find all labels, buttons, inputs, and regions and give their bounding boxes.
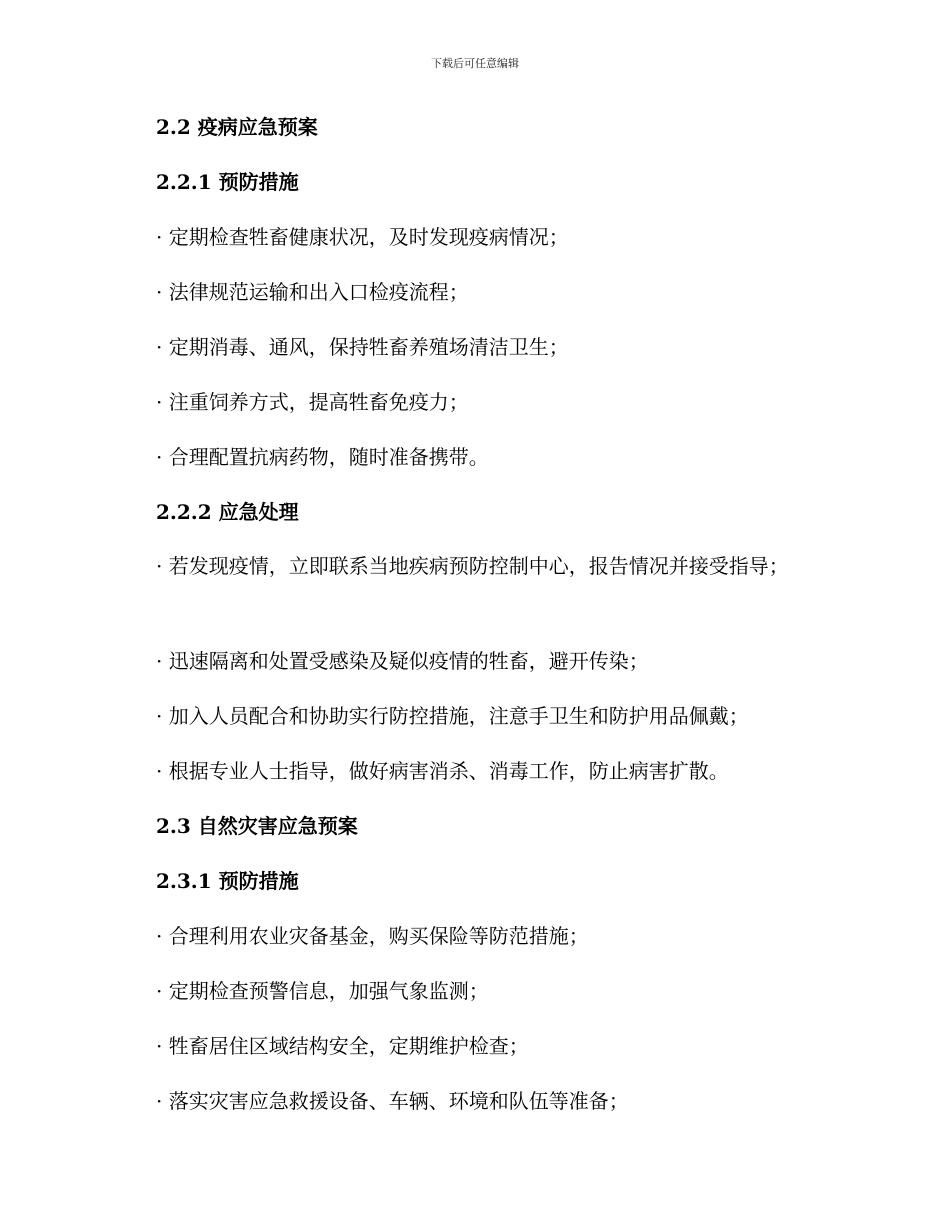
bullet-item: · 落实灾害应急救援设备、车辆、环境和队伍等准备； (156, 1089, 629, 1113)
bullet-item: · 定期消毒、通风，保持牲畜养殖场清洁卫生； (156, 335, 569, 359)
bullet-item: · 法律规范运输和出入口检疫流程； (156, 280, 469, 304)
bullet-item: · 定期检查牲畜健康状况，及时发现疫病情况； (156, 225, 569, 249)
bullet-item: · 牲畜居住区域结构安全，定期维护检查； (156, 1034, 529, 1058)
bullet-item: · 迅速隔离和处置受感染及疑似疫情的牲畜，避开传染； (156, 649, 649, 673)
bullet-item: · 定期检查预警信息，加强气象监测； (156, 979, 489, 1003)
bullet-item: · 合理利用农业灾备基金，购买保险等防范措施； (156, 924, 589, 948)
bullet-item: · 注重饲养方式，提高牲畜免疫力； (156, 390, 469, 414)
bullet-item: · 加入人员配合和协助实行防控措施，注意手卫生和防护用品佩戴； (156, 704, 749, 728)
bullet-item: · 若发现疫情，立即联系当地疾病预防控制中心，报告情况并接受指导； (156, 554, 789, 578)
heading-2-2: 2.2 疫病应急预案 (156, 115, 318, 139)
header-note: 下载后可任意编辑 (431, 57, 519, 70)
document-body (112, 110, 812, 1139)
heading-2-3-1: 2.3.1 预防措施 (156, 869, 299, 893)
heading-2-2-1: 2.2.1 预防措施 (156, 170, 299, 194)
bullet-item: · 合理配置抗病药物，随时准备携带。 (156, 445, 489, 469)
heading-2-2-2: 2.2.2 应急处理 (156, 500, 299, 524)
bullet-item: · 根据专业人士指导，做好病害消杀、消毒工作，防止病害扩散。 (156, 759, 729, 783)
heading-2-3: 2.3 自然灾害应急预案 (156, 814, 358, 838)
